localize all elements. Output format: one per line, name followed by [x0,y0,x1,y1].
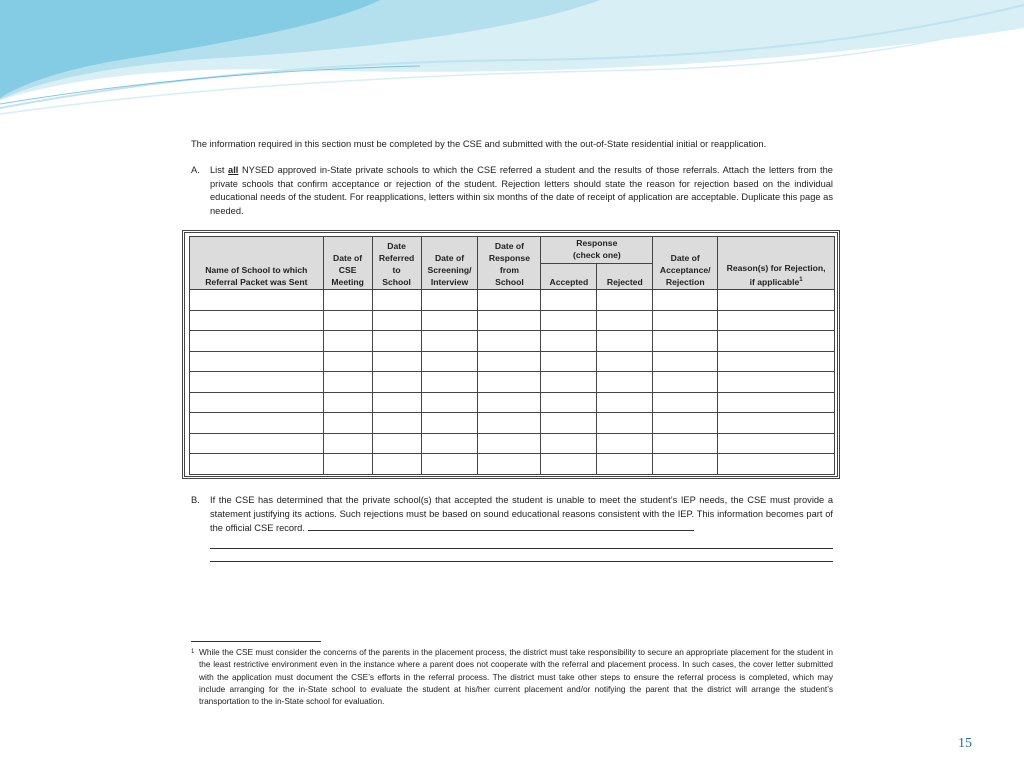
section-a-label: A. [191,165,200,175]
table-cell[interactable] [597,372,653,393]
col-header-cse-line2: CSE [338,265,357,275]
table-cell[interactable] [190,310,324,331]
table-cell[interactable] [478,290,541,311]
table-cell[interactable] [653,433,718,454]
col-header-reason [718,237,835,290]
referral-table-frame [182,230,840,479]
section-a-text-post: NYSED approved in-State private schools to which the CSE referred a student and the results of those referrals. Attach the letters from the private schools that confirm acceptance or rejection of the student. Rejection letters should state the reason for rejection based on the individual educational needs of the student. For reapplications, letters within six months of the date of receipt of application are acceptable. Duplicate this page as needed. [210,165,833,216]
col-header-school-line2: Referral Packet was Sent [205,277,308,287]
table-cell[interactable] [323,372,372,393]
table-cell[interactable] [372,454,421,475]
table-cell[interactable] [421,331,478,352]
table-cell[interactable] [421,372,478,393]
col-header-screening [421,237,478,290]
table-cell[interactable] [478,454,541,475]
col-header-referred-line4: School [382,277,411,287]
table-cell[interactable] [478,372,541,393]
table-cell[interactable] [718,331,835,352]
table-cell[interactable] [478,433,541,454]
table-cell[interactable] [597,392,653,413]
section-b [191,494,833,562]
table-row [190,372,835,393]
table-cell[interactable] [372,433,421,454]
footnote [191,646,833,707]
table-cell[interactable] [597,454,653,475]
section-a-text-pre: List [210,165,229,175]
col-header-acceptance-line1: Date of [670,253,700,263]
col-header-acceptance-line3: Rejection [665,277,705,287]
justification-line-2[interactable] [210,536,833,549]
table-cell[interactable] [718,454,835,475]
col-header-rejected: Rejected [597,264,653,290]
table-cell[interactable] [421,351,478,372]
footnote-separator [191,641,321,642]
table-cell[interactable] [190,372,324,393]
table-cell[interactable] [718,290,835,311]
table-cell[interactable] [372,310,421,331]
footnote-marker: 1 [191,649,195,655]
header-swoosh-decoration [0,0,1024,120]
table-cell[interactable] [541,392,597,413]
table-cell[interactable] [190,454,324,475]
col-header-response-line1: Date of [494,241,525,251]
col-header-response-line2: Response [488,253,530,263]
section-b-text [210,494,833,536]
table-cell[interactable] [597,290,653,311]
table-cell[interactable] [718,392,835,413]
table-cell[interactable] [421,392,478,413]
table-cell[interactable] [597,413,653,434]
col-header-accepted: Accepted [541,264,597,290]
table-cell[interactable] [718,351,835,372]
section-a-emphasis: all [228,165,239,175]
table-cell[interactable] [653,413,718,434]
table-cell[interactable] [421,433,478,454]
table-cell[interactable] [323,331,372,352]
table-cell[interactable] [653,351,718,372]
table-cell[interactable] [597,433,653,454]
section-a-text [210,164,833,218]
table-row [190,433,835,454]
table-cell[interactable] [478,331,541,352]
table-cell[interactable] [541,310,597,331]
referral-table [189,236,835,475]
table-cell[interactable] [190,290,324,311]
table-cell[interactable] [478,310,541,331]
col-header-acceptance-date [653,237,718,290]
table-cell[interactable] [421,413,478,434]
table-row [190,310,835,331]
col-header-reason-line2: if applicable [749,277,800,287]
table-cell[interactable] [653,392,718,413]
table-cell[interactable] [372,290,421,311]
table-cell[interactable] [323,290,372,311]
col-header-cse-meeting [323,237,372,290]
col-header-school [190,237,324,290]
table-cell[interactable] [541,433,597,454]
col-header-referred-line2: Referred [378,253,415,263]
col-header-response-group-line1: Response [576,238,618,248]
col-header-acceptance-line2: Acceptance/ [659,265,711,275]
table-cell[interactable] [190,392,324,413]
table-cell[interactable] [323,454,372,475]
section-b-text-body: If the CSE has determined that the private school(s) that accepted the student is unable to meet the student’s IEP needs, the CSE must provide a statement justifying its actions. Such rejections must be based on sound educational reasons consistent with the IEP. This information becomes part of the official CSE record. [210,495,833,533]
table-cell[interactable] [478,351,541,372]
table-cell[interactable] [718,433,835,454]
table-cell[interactable] [478,392,541,413]
col-header-school-line1: Name of School to which [205,265,308,275]
page-number: 15 [958,736,972,751]
table-cell[interactable] [323,310,372,331]
col-header-reason-line2-wrap [718,274,834,288]
col-header-response-date [478,237,541,290]
table-row [190,392,835,413]
col-header-response-line4: School [495,277,524,287]
col-header-cse-line1: Date of [333,253,363,263]
col-header-screening-line1: Date of [434,253,465,263]
table-cell[interactable] [478,413,541,434]
table-cell[interactable] [421,290,478,311]
table-cell[interactable] [541,454,597,475]
table-cell[interactable] [597,310,653,331]
table-row [190,454,835,475]
table-cell[interactable] [372,413,421,434]
footnote-ref-marker: 1 [799,277,803,284]
table-cell[interactable] [597,351,653,372]
table-row [190,290,835,311]
table-cell[interactable] [718,372,835,393]
section-a [191,164,833,218]
justification-line-1[interactable] [308,521,694,531]
table-cell[interactable] [372,331,421,352]
col-header-response-group-line2: (check one) [572,250,621,260]
table-cell[interactable] [653,331,718,352]
table-cell[interactable] [323,413,372,434]
table-cell[interactable] [421,310,478,331]
col-header-referred [372,237,421,290]
table-cell[interactable] [421,454,478,475]
table-cell[interactable] [372,392,421,413]
col-header-screening-line3: Interview [430,277,469,287]
table-row [190,351,835,372]
table-cell[interactable] [541,372,597,393]
table-cell[interactable] [372,372,421,393]
table-cell[interactable] [190,351,324,372]
table-cell[interactable] [541,331,597,352]
table-cell[interactable] [190,433,324,454]
table-cell[interactable] [718,413,835,434]
table-cell[interactable] [372,351,421,372]
col-header-reason-line1: Reason(s) for Rejection, [726,263,826,274]
table-cell[interactable] [653,310,718,331]
table-cell[interactable] [190,413,324,434]
table-cell[interactable] [653,290,718,311]
col-header-referred-line3: to [392,265,401,275]
table-cell[interactable] [718,310,835,331]
table-cell[interactable] [597,331,653,352]
section-b-label: B. [191,495,200,505]
table-cell[interactable] [541,413,597,434]
justification-line-3[interactable] [210,549,833,562]
table-cell[interactable] [541,351,597,372]
col-header-response-group [541,237,653,264]
table-cell[interactable] [323,351,372,372]
table-cell[interactable] [541,290,597,311]
table-row [190,413,835,434]
table-cell[interactable] [323,392,372,413]
col-header-screening-line2: Screening/ [427,265,472,275]
table-cell[interactable] [653,372,718,393]
intro-text: The information required in this section must be completed by the CSE and submitted with the out-of-State residential initial or reapplication. [191,139,767,149]
col-header-response-line3: from [499,265,519,275]
table-cell[interactable] [653,454,718,475]
table-row [190,331,835,352]
table-cell[interactable] [323,433,372,454]
col-header-cse-line3: Meeting [331,277,364,287]
col-header-referred-line1: Date [387,241,406,251]
referral-table-body [190,290,835,475]
table-cell[interactable] [190,331,324,352]
footnote-text: While the CSE must consider the concerns of the parents in the placement process, the district must take responsibility to secure an appropriate placement for the student in the least restrictive environment even in the instance where a parent does not cooperate with the referral and placement process. In such cases, the cover letter submitted with the application must document the CSE’s efforts in the referral process. The district must take other steps to ensure the referral process is completed, which may include arranging for the in-State school to evaluate the student at his/her current placement and/or notifying the parent that the district will arrange the student’s transportation to the in-State school for evaluation. [199,647,833,707]
